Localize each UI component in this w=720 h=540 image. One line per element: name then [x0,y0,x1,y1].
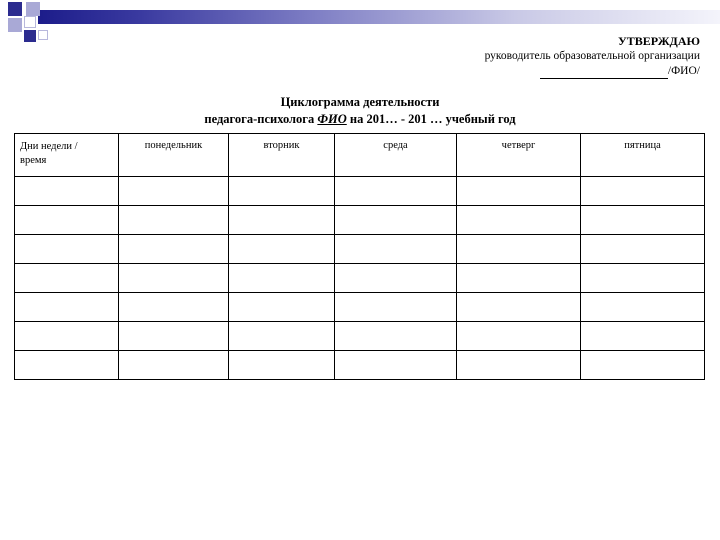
schedule-table [14,133,705,380]
deco-square [24,16,36,28]
table-cell [335,293,457,322]
table-cell [457,264,581,293]
table-row [15,293,705,322]
document-title [0,94,720,128]
table-cell [119,293,229,322]
deco-square [38,30,48,40]
deco-square [8,18,22,32]
table-cell [119,206,229,235]
column-header-time-label: время [20,155,47,166]
column-header-wednesday: среда [335,134,457,177]
table-header-row [15,134,705,177]
title-year: на 201… - 201 … учебный год [346,112,516,126]
table-cell [335,235,457,264]
table-cell [335,322,457,351]
table-cell [581,322,705,351]
table-cell [457,177,581,206]
table-cell [119,322,229,351]
table-row [15,177,705,206]
table-cell [457,351,581,380]
table-cell [229,177,335,206]
table-row [15,322,705,351]
title-line-2 [0,111,720,128]
table-cell [581,177,705,206]
signature-blank [540,67,668,79]
approval-position: руководитель образовательной организации [484,50,700,62]
table-cell [15,293,119,322]
table-cell [229,235,335,264]
signature-suffix: /ФИО/ [667,65,700,77]
table-cell [229,351,335,380]
table-cell [457,206,581,235]
gradient-bar [38,10,720,24]
table-cell [119,177,229,206]
table-cell [119,351,229,380]
table-cell [119,264,229,293]
deco-square [24,30,36,42]
approval-signature-line [485,64,700,79]
table-cell [229,264,335,293]
table-cell [15,177,119,206]
column-header-thursday: четверг [457,134,581,177]
approval-heading: УТВЕРЖДАЮ [617,34,700,48]
column-header-days-label: Дни недели / [20,141,78,152]
table-cell [229,206,335,235]
table-cell [15,351,119,380]
column-header-tuesday: вторник [229,134,335,177]
table-cell [581,293,705,322]
deco-square [8,2,22,16]
table-cell [335,264,457,293]
table-cell [15,206,119,235]
table-cell [119,235,229,264]
column-header-friday: пятница [581,134,705,177]
title-name: ФИО [317,112,347,126]
table-row [15,206,705,235]
table-cell [229,293,335,322]
table-cell [581,206,705,235]
table-cell [335,177,457,206]
deco-square [26,2,40,16]
table-cell [581,235,705,264]
table-cell [457,293,581,322]
table-cell [15,264,119,293]
table-cell [457,235,581,264]
title-line-1: Циклограмма деятельности [280,95,440,109]
approval-block [485,34,700,79]
table-cell [229,322,335,351]
table-row [15,235,705,264]
table-cell [15,235,119,264]
table-cell [15,322,119,351]
table-row [15,264,705,293]
table-cell [581,351,705,380]
table-row [15,351,705,380]
table-cell [457,322,581,351]
column-header-days [15,134,119,177]
table-cell [581,264,705,293]
table-cell [335,206,457,235]
title-role: педагога-психолога [204,112,318,126]
column-header-monday: понедельник [119,134,229,177]
table-cell [335,351,457,380]
